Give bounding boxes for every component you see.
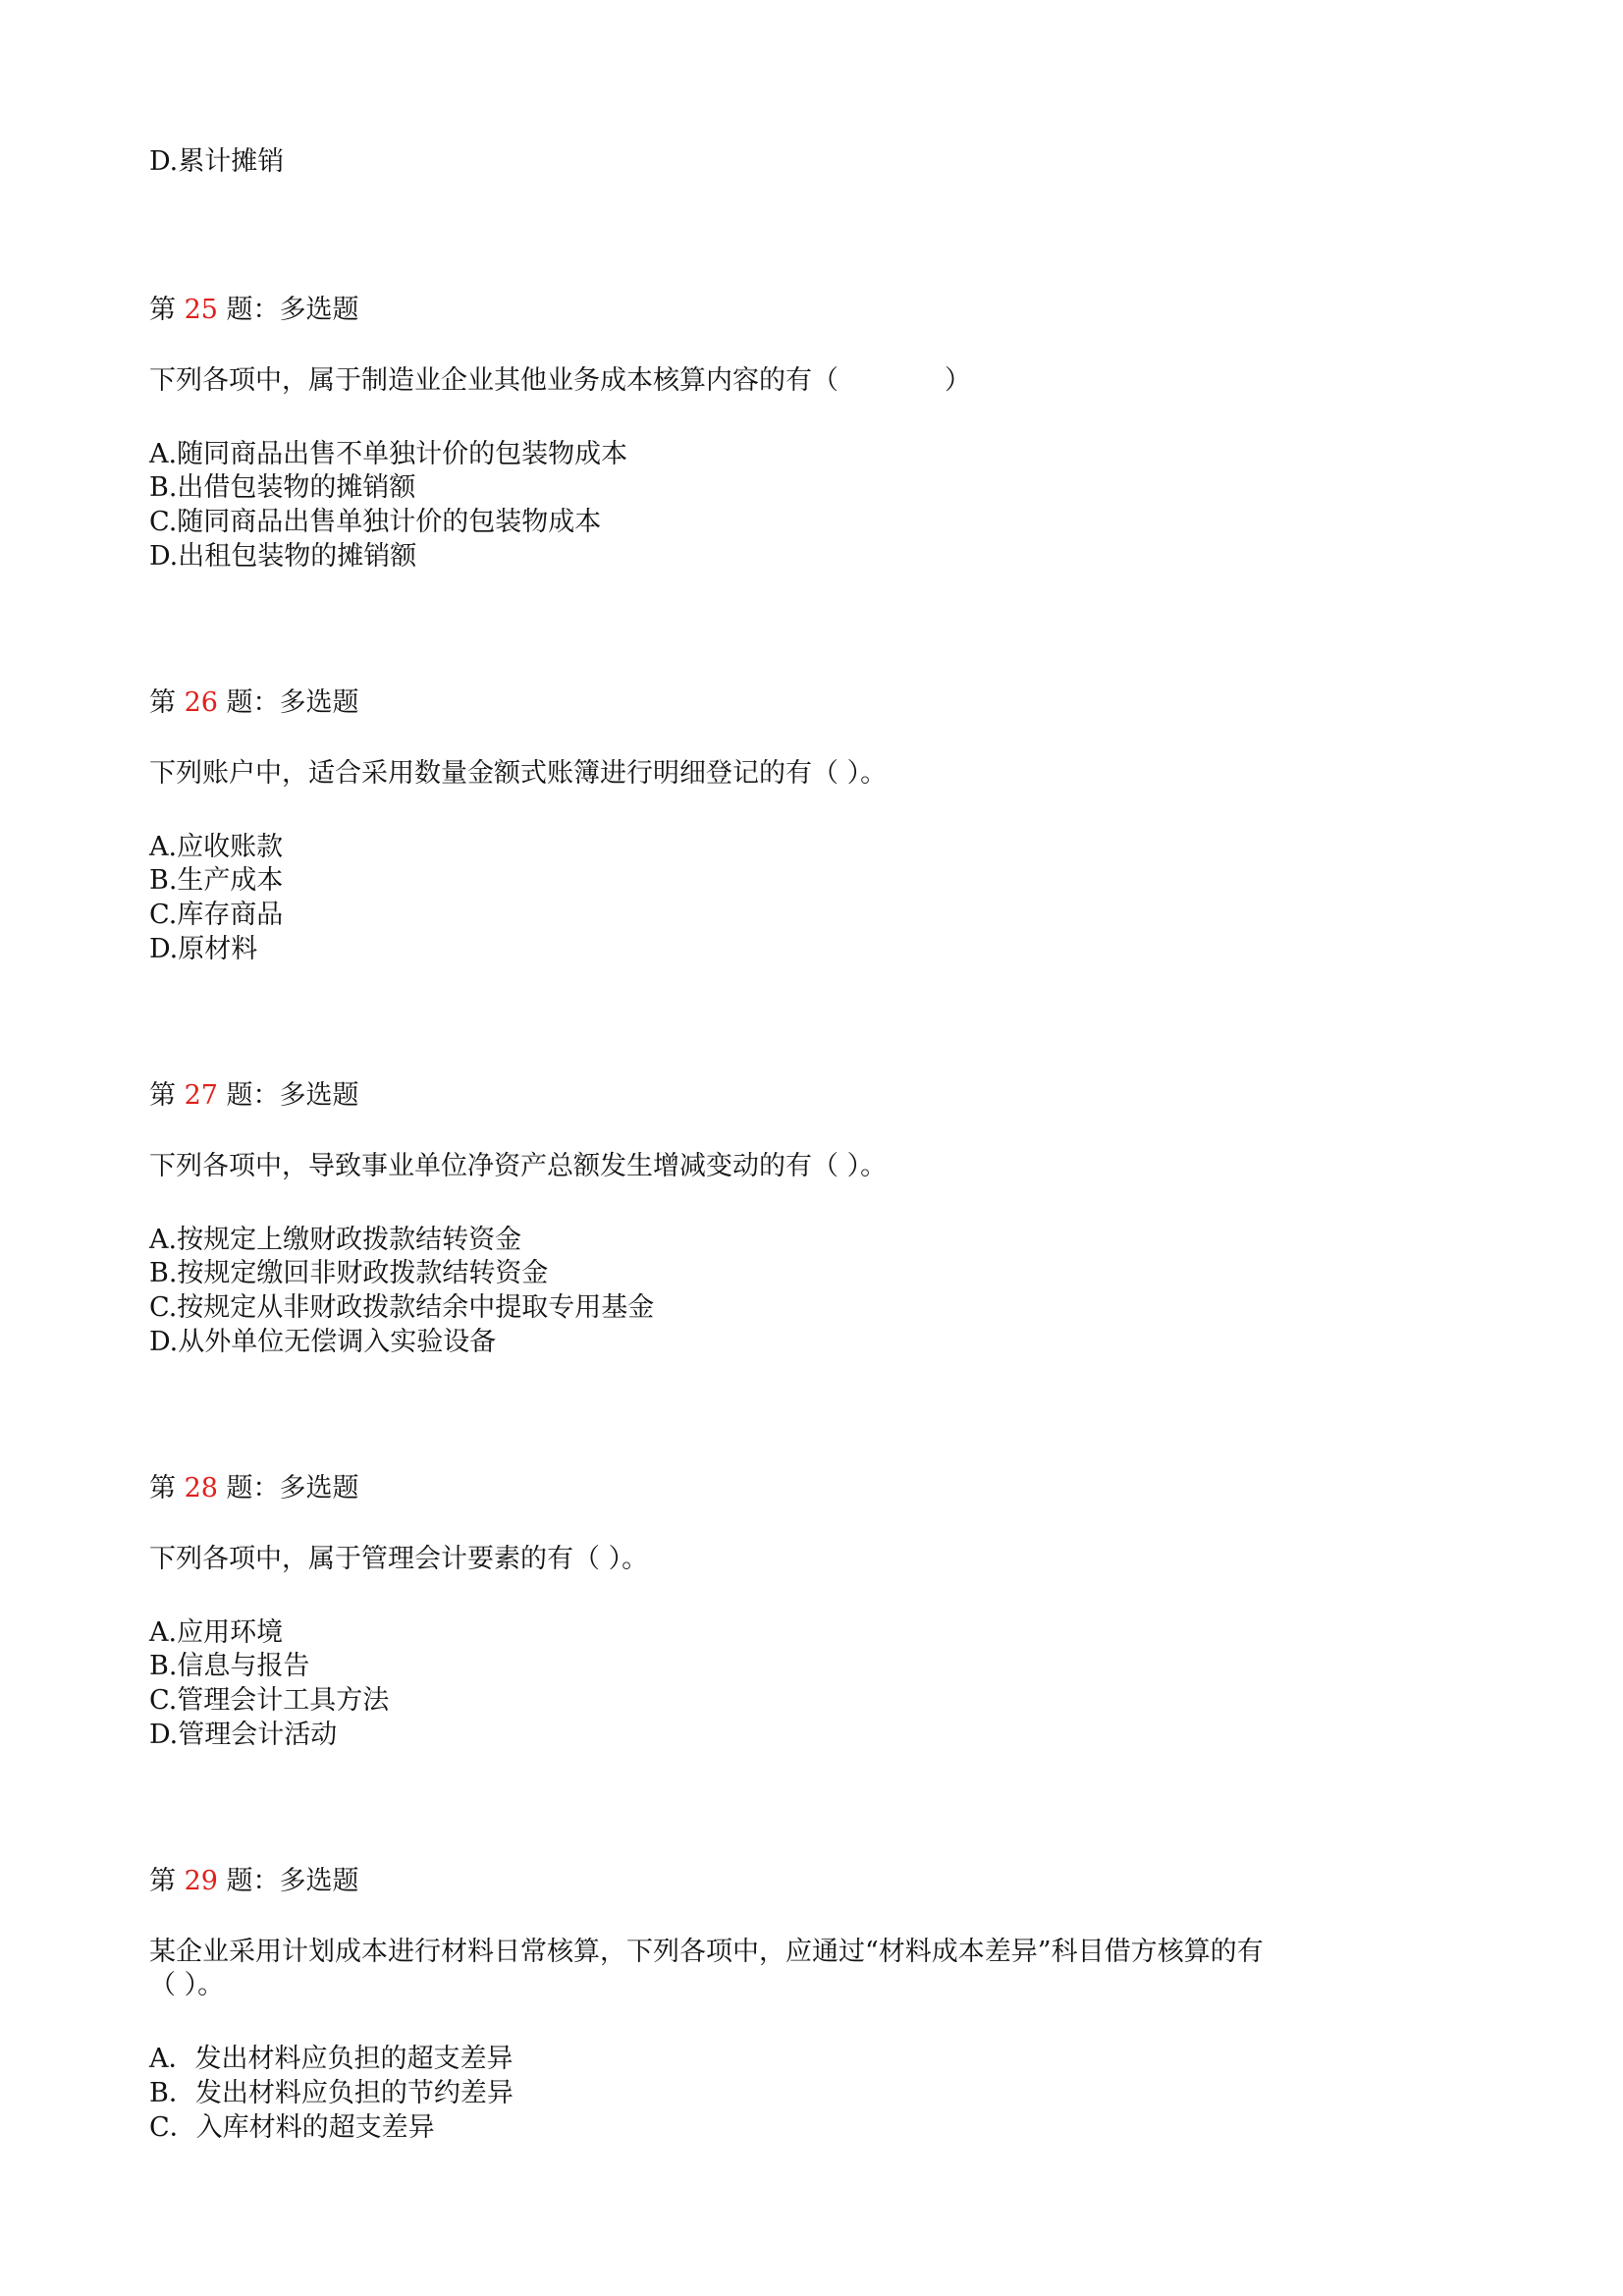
question-type: 题：多选题 [217,1080,359,1111]
question-25-heading [149,294,359,327]
question-prefix: 第 [149,1866,185,1896]
question-27-option-d: D.从外单位无偿调入实验设备 [149,1327,497,1357]
question-type: 题：多选题 [217,1866,359,1896]
question-prefix: 第 [149,295,185,325]
question-type: 题：多选题 [217,687,359,718]
question-28-heading [149,1472,359,1505]
question-type: 题：多选题 [217,1473,359,1503]
question-prefix: 第 [149,1080,185,1111]
question-25-option-b: B.出借包装物的摊销额 [149,472,416,503]
question-number: 27 [184,1080,218,1111]
question-28-option-c: C.管理会计工具方法 [149,1685,390,1716]
question-25-option-c: C.随同商品出售单独计价的包装物成本 [149,507,602,537]
question-prefix: 第 [149,687,185,718]
question-29-heading [149,1865,359,1898]
question-27-option-b: B.按规定缴回非财政拨款结转资金 [149,1258,549,1288]
question-25-option-a: A.随同商品出售不单独计价的包装物成本 [149,439,628,469]
question-29-option-a: A．发出材料应负担的超支差异 [149,2044,514,2074]
question-number: 25 [184,295,218,325]
question-29-option-c: C．入库材料的超支差异 [149,2112,435,2143]
question-28-option-b: B.信息与报告 [149,1651,310,1681]
question-26-option-c: C.库存商品 [149,900,284,930]
question-27-stem: 下列各项中，导致事业单位净资产总额发生增减变动的有（ ）。 [149,1151,888,1181]
question-29-stem-continued: （ ）。 [149,1970,225,2000]
question-28-option-a: A.应用环境 [149,1617,284,1648]
question-27-option-a: A.按规定上缴财政拨款结转资金 [149,1225,522,1255]
question-prefix: 第 [149,1473,185,1503]
option-d-prev-question: D.累计摊销 [149,146,285,177]
question-27-heading [149,1079,359,1113]
question-28-option-d: D.管理会计活动 [149,1720,338,1750]
question-28-stem: 下列各项中，属于管理会计要素的有（ ）。 [149,1544,649,1574]
question-26-heading [149,686,359,720]
question-number: 26 [184,687,218,718]
question-number: 28 [184,1473,218,1503]
question-25-option-d: D.出租包装物的摊销额 [149,541,417,572]
question-26-stem: 下列账户中，适合采用数量金额式账簿进行明细登记的有（ ）。 [149,758,888,789]
question-26-option-b: B.生产成本 [149,865,284,896]
question-27-option-c: C.按规定从非财政拨款结余中提取专用基金 [149,1292,655,1323]
question-26-option-a: A.应收账款 [149,832,284,862]
question-type: 题：多选题 [217,295,359,325]
question-29-option-b: B．发出材料应负担的节约差异 [149,2078,514,2108]
question-25-stem: 下列各项中，属于制造业企业其他业务成本核算内容的有（ ） [149,365,971,396]
question-26-option-d: D.原材料 [149,934,258,964]
question-number: 29 [184,1866,218,1896]
question-29-stem: 某企业采用计划成本进行材料日常核算，下列各项中，应通过“材料成本差异”科目借方核算的有 [149,1937,1264,1967]
